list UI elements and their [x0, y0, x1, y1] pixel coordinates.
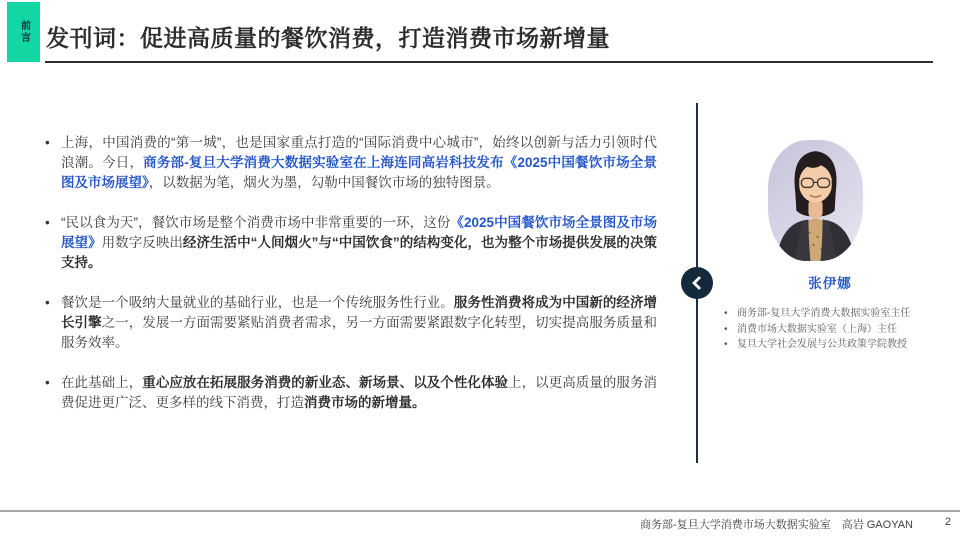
credential-item: • 复旦大学社会发展与公共政策学院教授 [724, 337, 949, 353]
title-divider [45, 61, 933, 63]
bullet-list [45, 133, 657, 433]
text-segment: 在此基础上， [61, 375, 143, 390]
text-segment: 重心应放在拓展服务消费的新业态、新场景、以及个性化体验 [142, 375, 509, 390]
credential-item: • 商务部-复旦大学消费大数据实验室主任 [724, 306, 949, 322]
text-segment: 商务部-复旦大学消费大数据实验室在上海连同高岩科技发布《2025中国餐饮市场全景图及市场展望》 [61, 155, 657, 190]
text-segment: ，以数据为笔，烟火为墨，勾勒中国餐饮市场的独特图景。 [148, 175, 500, 190]
text-segment: “民以食为天”，餐饮市场是整个消费市场中非常重要的一环，这份 [61, 215, 451, 230]
page-title: 发刊词：促进高质量的餐饮消费，打造消费市场新增量 [46, 25, 610, 51]
speaker-name: 张伊娜 [808, 276, 852, 291]
footer-divider [0, 510, 960, 512]
text-segment: 《2025中国餐饮市场全景图及市场展望》 [61, 215, 657, 250]
text-segment: 上海，中国消费的“第一城”，也是国家重点打造的“国际消费中心城市”，始终以创新与活力引领时代浪潮。今日， [61, 135, 657, 170]
bullet-item-2 [45, 213, 657, 273]
speaker-portrait-illustration [768, 140, 863, 261]
text-segment: 用数字反映出 [101, 235, 183, 250]
speaker-credentials [724, 306, 949, 353]
text-segment: 消费市场的新增量。 [304, 395, 426, 410]
credential-item: • 消费市场大数据实验室（上海）主任 [724, 322, 949, 338]
page-number: 2 [944, 516, 951, 528]
speaker-photo [768, 140, 863, 261]
section-tag-label: 前言 [18, 20, 30, 44]
bullet-item-1 [45, 133, 657, 193]
text-segment: 经济生活中“人间烟火”与“中国饮食”的结构变化，也为整个市场提供发展的决策支持。 [61, 235, 658, 270]
text-segment: 上，以更高质量的服务消费促进更广泛、更多样的线下消费，打造 [61, 375, 658, 410]
bullet-item-3 [45, 293, 657, 353]
section-tag-badge [7, 2, 40, 62]
text-segment: 服务性消费将成为中国新的经济增长引擎 [61, 295, 658, 330]
bullet-item-4 [45, 373, 657, 413]
text-segment: 餐饮是一个吸纳大量就业的基础行业，也是一个传统服务性行业。 [61, 295, 454, 310]
footer-organization: 商务部-复旦大学消费市场大数据实验室 高岩 GAOYAN [640, 519, 913, 531]
text-segment: 之一，发展一方面需要紧贴消费者需求，另一方面需要紧跟数字化转型，切实提高服务质量和服务效率。 [61, 315, 657, 350]
